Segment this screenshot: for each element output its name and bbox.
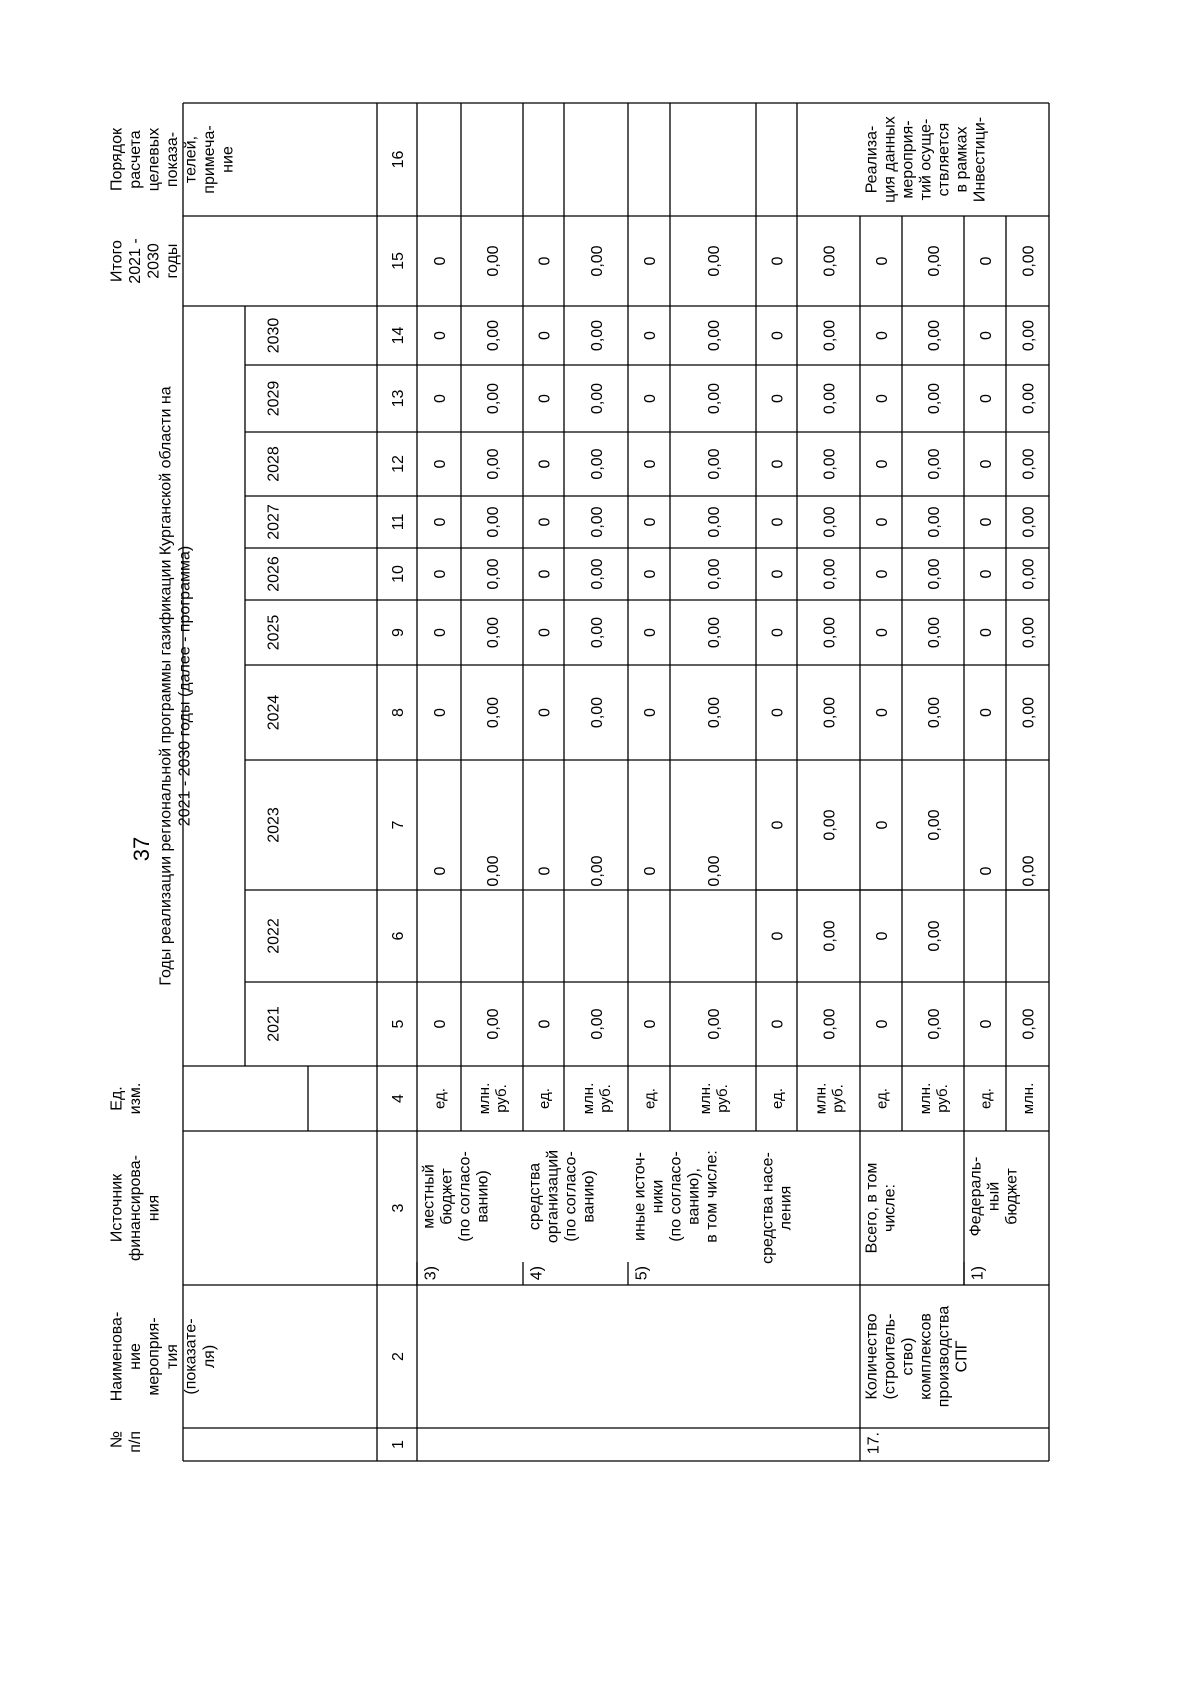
column-number-6: 6: [389, 931, 407, 941]
row-value: 0: [977, 459, 995, 469]
row-value: 0: [873, 820, 891, 830]
row-value: 0: [431, 517, 449, 527]
row-value: 0,00: [588, 1008, 606, 1040]
row-value: 0: [641, 569, 659, 579]
row-value: 0: [536, 394, 554, 403]
row-value: 0: [641, 459, 659, 469]
row-value: 0: [873, 331, 891, 340]
row-value: 0: [536, 459, 554, 469]
row-value: 0,00: [821, 920, 839, 952]
row-value: 0,00: [705, 855, 723, 887]
row-index: 5): [633, 1266, 651, 1281]
row-value: 0,00: [484, 382, 502, 415]
row-value: 0: [977, 569, 995, 579]
row-value: 0,00: [821, 558, 839, 590]
row-value: 0,00: [588, 855, 606, 887]
row-value: 0,00: [1020, 382, 1038, 415]
row-value: 0: [641, 331, 659, 340]
row-value: 0,00: [588, 382, 606, 415]
row-value: 0,00: [484, 448, 502, 480]
row-value: 0,00: [925, 1008, 943, 1040]
column-number-3: 3: [389, 1203, 407, 1213]
row-value: 0,00: [821, 1008, 839, 1040]
header-year-2021: 2021: [265, 1006, 283, 1042]
row-value: 0: [431, 569, 449, 579]
header-year-2024: 2024: [265, 694, 283, 731]
row-value: 0,00: [484, 616, 502, 649]
row-unit: ед.: [977, 1088, 995, 1109]
row-value: 0: [536, 256, 554, 266]
row-value: 0: [431, 459, 449, 469]
row-value: 0: [873, 708, 891, 717]
column-number-2: 2: [389, 1352, 407, 1361]
row-value: 0,00: [705, 382, 723, 415]
row-value: 0: [536, 708, 554, 717]
row-value: 0,00: [588, 245, 606, 277]
row-value: 0,00: [925, 616, 943, 649]
row-value: 0,00: [1020, 1008, 1038, 1040]
row-value: 0: [769, 931, 787, 941]
header-year-2026: 2026: [265, 556, 283, 592]
row-value: 0: [431, 331, 449, 340]
row-value: 0,00: [484, 558, 502, 590]
row-value: 0: [873, 394, 891, 403]
row-value: 0,00: [821, 696, 839, 729]
row-value: 0: [977, 256, 995, 266]
header-year-2022: 2022: [265, 918, 283, 954]
row-unit: млн.: [1019, 1082, 1037, 1115]
row-value: 0,00: [484, 696, 502, 729]
row-value: 0: [977, 331, 995, 340]
row-value: 0: [431, 394, 449, 403]
header-year-2025: 2025: [265, 614, 283, 651]
row-unit: ед.: [431, 1088, 449, 1109]
row-value: 0,00: [925, 382, 943, 415]
row-value: 0,00: [1020, 319, 1038, 352]
row-value: 0,00: [588, 558, 606, 590]
row-value: 0,00: [821, 809, 839, 841]
header-source: Источникфинансирова-ния: [108, 1155, 163, 1261]
header-year-2028: 2028: [265, 446, 283, 482]
row-value: 0: [977, 394, 995, 403]
header-year-2023: 2023: [265, 807, 283, 843]
row-value: 0: [769, 820, 787, 830]
row-value: 0,00: [1020, 616, 1038, 649]
row-value: 0,00: [588, 616, 606, 649]
row-value: 0,00: [588, 696, 606, 729]
row-unit: млн.руб.: [812, 1082, 847, 1115]
row-value: 0: [431, 256, 449, 266]
row-source: местныйбюджет(по согласо-ванию): [420, 1151, 492, 1242]
row-value: 0,00: [925, 506, 943, 538]
column-number-11: 11: [389, 513, 407, 531]
row-value: 0: [536, 517, 554, 527]
row-value: 0,00: [1020, 245, 1038, 277]
column-number-16: 16: [389, 150, 407, 169]
row-value: 0,00: [821, 319, 839, 352]
row-value: 0: [431, 708, 449, 717]
row-value: 0,00: [705, 506, 723, 538]
row-value: 0,00: [484, 1008, 502, 1040]
row-value: 0,00: [821, 616, 839, 649]
header-total: Итого2021 -2030годы: [108, 238, 181, 284]
row-value: 0: [977, 1019, 995, 1029]
row-value: 0,00: [1020, 696, 1038, 729]
row-source: средстваорганизаций(по согласо-ванию): [526, 1149, 598, 1244]
row-value: 0: [977, 517, 995, 527]
row-value: 0: [769, 1019, 787, 1029]
row-value: 0: [536, 331, 554, 340]
row-value: 0,00: [705, 616, 723, 649]
row-value: 0: [873, 459, 891, 469]
column-number-4: 4: [389, 1094, 407, 1103]
row-unit: млн.руб.: [696, 1082, 731, 1115]
row-value: 0,00: [484, 245, 502, 277]
header-year-2029: 2029: [265, 380, 283, 417]
row-value: 0,00: [484, 319, 502, 352]
row-value: 0: [873, 569, 891, 579]
row-value: 0: [536, 866, 554, 876]
row-unit: млн.руб.: [916, 1082, 951, 1115]
column-number-13: 13: [389, 389, 407, 408]
header-unit: Ед.изм.: [108, 1082, 144, 1115]
row-value: 0,00: [705, 448, 723, 480]
row-name: Количество(строитель-ство)комплексовпроизводстваСПГ: [863, 1305, 971, 1408]
row-unit: млн.руб.: [579, 1082, 614, 1115]
row-value: 0,00: [588, 448, 606, 480]
row-value: 0: [641, 866, 659, 876]
row-unit: ед.: [641, 1088, 659, 1109]
row-value: 0,00: [925, 319, 943, 352]
header-year-2027: 2027: [265, 504, 283, 540]
row-source: Федераль-ныйбюджет: [967, 1156, 1021, 1237]
row-source: иные источ-ники(по согласо-ванию),в том числе:: [631, 1150, 721, 1243]
row-unit: ед.: [768, 1088, 786, 1109]
row-value: 0: [431, 1019, 449, 1029]
row-value: 0: [431, 628, 449, 637]
row-number: 17.: [865, 1432, 883, 1455]
row-index: 3): [422, 1266, 440, 1281]
row-unit: ед.: [535, 1088, 553, 1109]
column-number-12: 12: [389, 455, 407, 473]
row-value: 0,00: [705, 319, 723, 352]
header-year-2030: 2030: [265, 317, 283, 354]
row-value: 0,00: [705, 245, 723, 277]
row-value: 0: [769, 256, 787, 266]
row-value: 0,00: [588, 319, 606, 352]
row-value: 0: [431, 866, 449, 876]
row-value: 0,00: [588, 506, 606, 538]
page-number: 37: [129, 836, 154, 862]
row-index: 4): [528, 1266, 546, 1281]
header-num: №п/п: [108, 1431, 144, 1453]
row-value: 0: [769, 459, 787, 469]
header-name: Наименова-ниемероприя-тия(показате-ля): [108, 1311, 218, 1402]
row-value: 0,00: [484, 506, 502, 538]
row-value: 0: [641, 256, 659, 266]
column-number-8: 8: [389, 708, 407, 717]
row-value: 0: [641, 517, 659, 527]
row-value: 0: [536, 569, 554, 579]
row-value: 0: [769, 394, 787, 403]
row-value: 0: [873, 517, 891, 527]
row-unit: млн.руб.: [475, 1082, 510, 1115]
row-value: 0: [641, 708, 659, 717]
row-value: 0: [873, 256, 891, 266]
row-value: 0,00: [705, 696, 723, 729]
row-value: 0: [977, 866, 995, 876]
row-value: 0: [769, 628, 787, 637]
row-value: 0,00: [821, 245, 839, 277]
row-value: 0: [873, 1019, 891, 1029]
row-value: 0,00: [925, 558, 943, 590]
row-value: 0,00: [705, 1008, 723, 1040]
row-value: 0,00: [1020, 855, 1038, 887]
row-value: 0,00: [821, 448, 839, 480]
row-note: Реализа-ция данныхмероприя-тий осуще-ствляетсяв рамкахИнвестици-: [863, 116, 989, 203]
column-number-10: 10: [389, 565, 407, 583]
column-number-14: 14: [389, 326, 407, 345]
row-value: 0,00: [925, 696, 943, 729]
column-number-15: 15: [389, 252, 407, 270]
row-value: 0,00: [925, 920, 943, 952]
row-value: 0: [536, 628, 554, 637]
row-source: Всего, в томчисле:: [863, 1162, 899, 1254]
table-grid: [108, 103, 1200, 1461]
row-unit: ед.: [873, 1088, 891, 1109]
row-value: 0: [641, 1019, 659, 1029]
row-value: 0,00: [705, 558, 723, 590]
row-value: 0,00: [1020, 506, 1038, 538]
row-value: 0,00: [925, 448, 943, 480]
header-years-group: Годы реализации региональной программы газификации Курганской области на 2021 - 2030 годы (далее - программа): [157, 386, 194, 986]
row-value: 0: [977, 708, 995, 717]
row-value: 0,00: [1020, 558, 1038, 590]
row-index: 1): [969, 1266, 987, 1281]
row-value: 0: [641, 628, 659, 637]
row-value: 0: [977, 628, 995, 637]
column-number-5: 5: [389, 1019, 407, 1029]
row-value: 0: [873, 628, 891, 637]
row-value: 0: [769, 331, 787, 340]
row-value: 0,00: [821, 506, 839, 538]
row-value: 0: [536, 1019, 554, 1029]
row-value: 0,00: [925, 809, 943, 841]
column-number-7: 7: [389, 820, 407, 830]
column-number-1: 1: [389, 1440, 407, 1449]
row-value: 0,00: [821, 382, 839, 415]
column-number-9: 9: [389, 628, 407, 637]
row-value: 0,00: [484, 855, 502, 887]
row-value: 0: [641, 394, 659, 403]
header-notes: Порядокрасчетацелевыхпоказа-телей,примеча-ние: [108, 125, 237, 194]
row-value: 0: [769, 569, 787, 579]
row-value: 0,00: [925, 245, 943, 277]
row-value: 0: [769, 517, 787, 527]
row-source: средства насе-ления: [759, 1152, 795, 1264]
row-value: 0,00: [1020, 448, 1038, 480]
row-value: 0: [873, 931, 891, 941]
row-value: 0: [769, 708, 787, 717]
